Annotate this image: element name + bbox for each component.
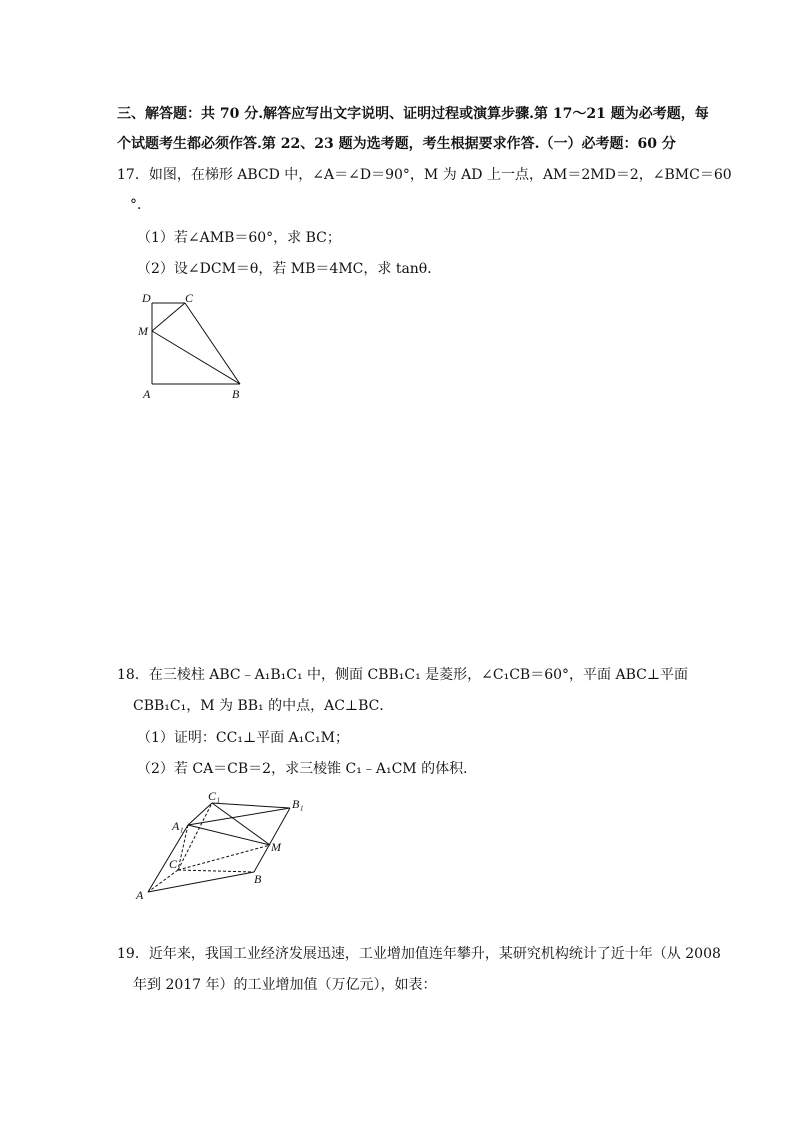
segment-MC <box>152 303 185 331</box>
segment-C-M-hidden <box>178 845 270 870</box>
label-B1: B₁ <box>292 797 304 811</box>
q19-stem-line-1: 19．近年来，我国工业经济发展迅速，工业增加值连年攀升，某研究机构统计了近十年（从 2008 <box>117 946 721 962</box>
q18-stem-line-2: CBB₁C₁，M 为 BB₁ 的中点，AC⊥BC． <box>133 698 394 714</box>
segment-CB <box>185 303 240 384</box>
label-D: D <box>142 291 151 305</box>
label-M: M <box>271 840 281 854</box>
q18-prism-figure <box>130 788 320 904</box>
q17-part-2: （2）设∠DCM＝θ，若 MB＝4MC，求 tanθ． <box>137 261 442 277</box>
label-A: A <box>136 888 144 902</box>
edge-A-A1 <box>148 825 188 892</box>
edge-C-B-hidden <box>178 870 254 872</box>
label-B: B <box>254 872 262 886</box>
q17-trapezoid-figure <box>130 288 260 404</box>
q18-part-1: （1）证明：CC₁⊥平面 A₁C₁M； <box>137 730 349 746</box>
edge-C1-B1 <box>212 803 290 808</box>
section-header-line-2: 个试题考生都必须作答.第 22、23 题为选考题，考生根据要求作答.（一）必考题：60 分 <box>117 136 676 152</box>
label-C: C <box>185 291 194 305</box>
edge-C-C1-hidden <box>178 803 212 870</box>
label-B: B <box>232 387 240 401</box>
label-A1: A₁ <box>172 819 184 833</box>
section-header-line-1: 三、解答题：共 70 分.解答应写出文字说明、证明过程或演算步骤.第 17～21 题为必考题，每 <box>117 106 709 122</box>
segment-A1-M <box>188 825 270 845</box>
label-C1: C₁ <box>208 789 221 803</box>
segment-C1-M <box>212 803 270 845</box>
q19-stem-line-2: 年到 2017 年）的工业增加值（万亿元），如表： <box>133 977 437 993</box>
q18-part-2: （2）若 CA＝CB＝2，求三棱锥 C₁﹣A₁CM 的体积． <box>137 761 478 777</box>
label-M: M <box>138 324 148 338</box>
q17-part-1: （1）若∠AMB＝60°，求 BC； <box>137 230 341 246</box>
label-A: A <box>143 387 151 401</box>
q17-stem-line-2: °． <box>130 197 151 213</box>
label-C: C <box>169 857 178 871</box>
edge-A-B <box>148 872 254 892</box>
q18-stem-line-1: 18．在三棱柱 ABC﹣A₁B₁C₁ 中，侧面 CBB₁C₁ 是菱形，∠C₁CB＝60°，平面 ABC⊥平面 <box>117 667 689 683</box>
segment-MB <box>152 331 240 384</box>
q17-stem-line-1: 17．如图，在梯形 ABCD 中，∠A＝∠D＝90°，M 为 AD 上一点，AM＝2MD＝2，∠BMC＝60 <box>117 167 732 183</box>
